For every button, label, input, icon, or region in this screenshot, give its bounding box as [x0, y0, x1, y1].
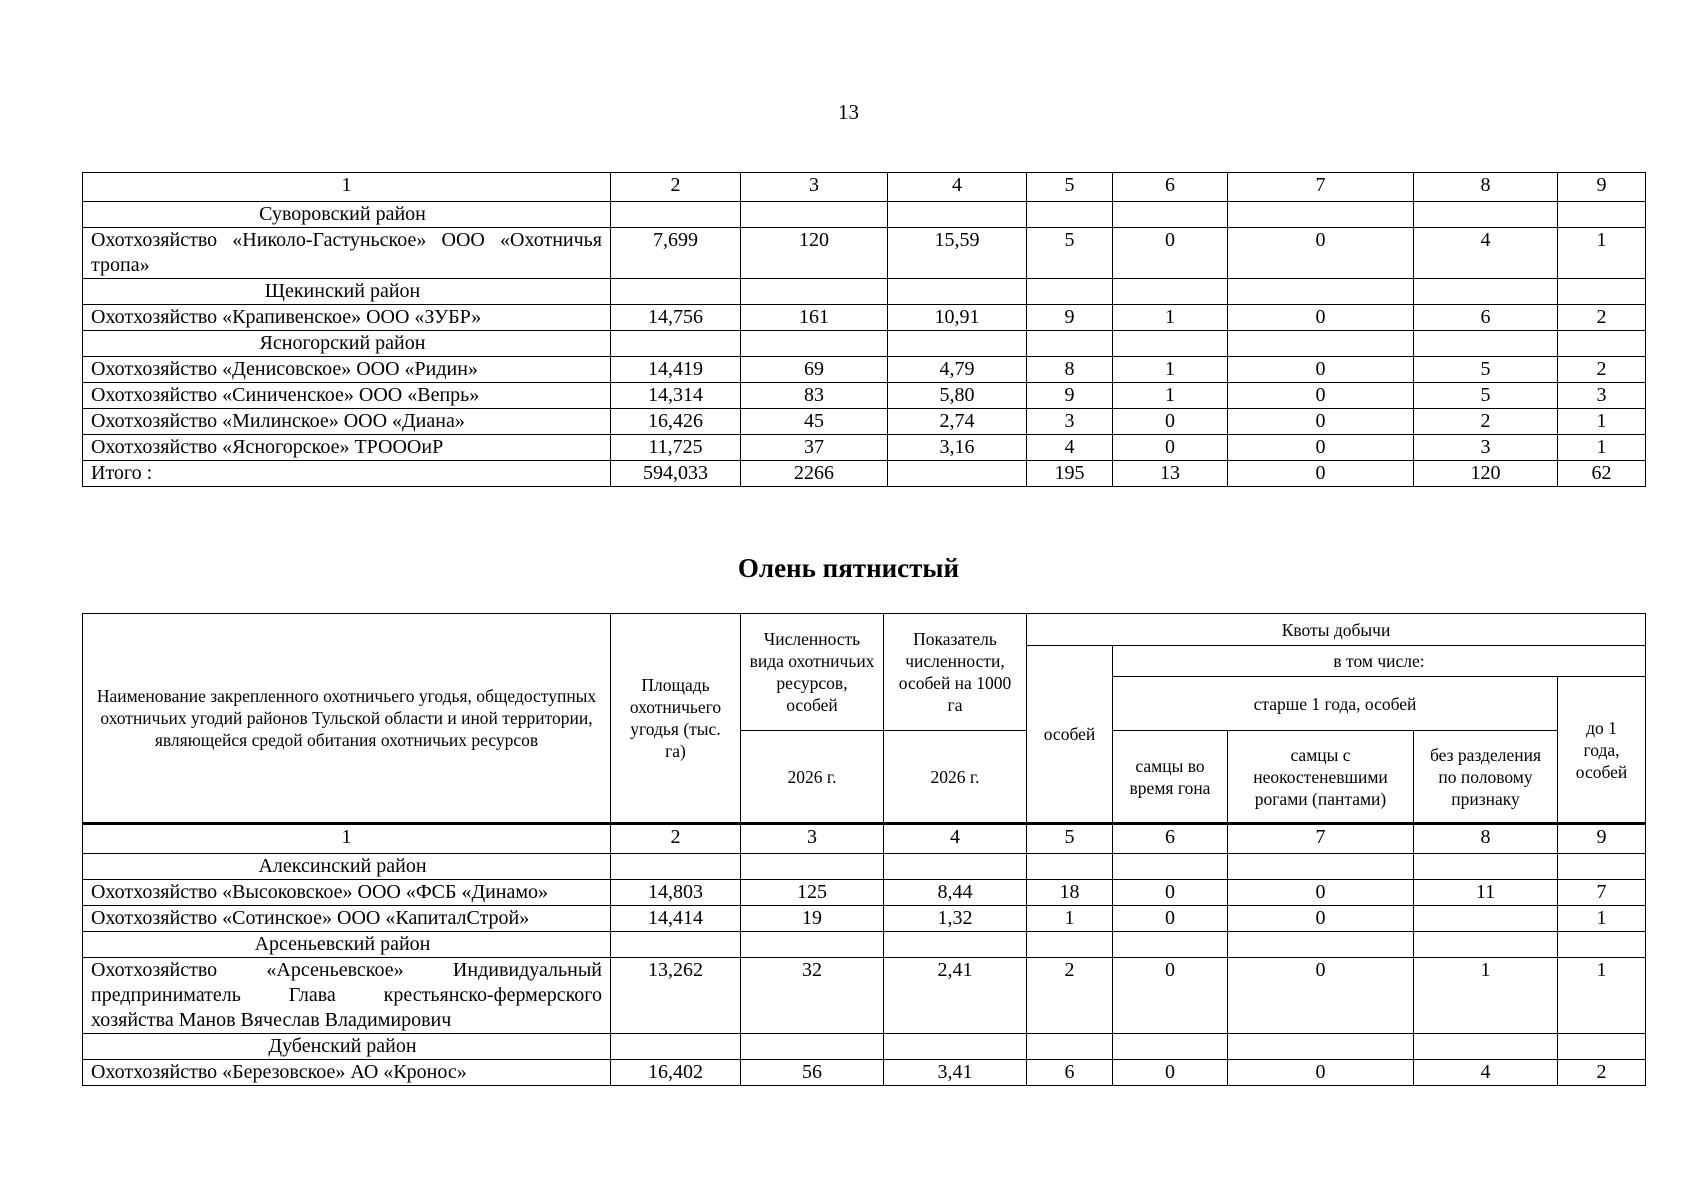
empty-cell [1113, 279, 1228, 305]
column-number-cell: 6 [1113, 824, 1228, 854]
value-cell-c3: 69 [741, 357, 888, 383]
column-number-cell: 4 [884, 824, 1027, 854]
value-cell-c6: 0 [1113, 1060, 1228, 1086]
empty-cell [1558, 854, 1646, 880]
empty-cell [1027, 854, 1113, 880]
empty-cell [884, 854, 1027, 880]
value-cell-c8: 11 [1414, 880, 1558, 906]
empty-cell [884, 1034, 1027, 1060]
district-row [83, 854, 1646, 880]
value-cell-c4: 4,79 [888, 357, 1027, 383]
header-males-rut: самцы во время гона [1113, 731, 1228, 824]
table-row [83, 228, 1646, 279]
value-cell-c6: 1 [1113, 357, 1228, 383]
column-number-cell: 7 [1228, 824, 1414, 854]
empty-cell [1558, 331, 1646, 357]
value-cell-c4: 10,91 [888, 305, 1027, 331]
value-cell-c9: 1 [1558, 906, 1646, 932]
empty-cell [1228, 1034, 1414, 1060]
value-cell-c5: 195 [1027, 461, 1113, 487]
column-number-cell: 6 [1113, 173, 1228, 202]
page-number: 13 [838, 100, 859, 124]
section-title: Олень пятнистый [737, 553, 960, 583]
value-cell-c3: 45 [741, 409, 888, 435]
value-cell-c2: 14,414 [611, 906, 741, 932]
value-cell-c7: 0 [1228, 409, 1414, 435]
district-row [83, 1034, 1646, 1060]
empty-cell [1228, 331, 1414, 357]
value-cell-c7: 0 [1228, 880, 1414, 906]
value-cell-c2: 14,803 [611, 880, 741, 906]
value-cell-c5: 9 [1027, 305, 1113, 331]
value-cell-c6: 0 [1113, 906, 1228, 932]
empty-cell [888, 331, 1027, 357]
empty-cell [741, 331, 888, 357]
empty-cell [1113, 202, 1228, 228]
value-cell-c9: 1 [1558, 435, 1646, 461]
empty-cell [1558, 932, 1646, 958]
header-including: в том числе: [1113, 646, 1646, 677]
header-no-sex: без разделения по половому признаку [1414, 731, 1558, 824]
empty-cell [1228, 279, 1414, 305]
district-name: Алексинский район [83, 854, 611, 880]
empty-cell [1414, 202, 1558, 228]
value-cell-c5: 9 [1027, 383, 1113, 409]
hunting-ground-name: Охотхозяйство «Николо-Гастуньское» ООО «Охотничья тропа» [83, 228, 611, 279]
column-number-cell: 3 [741, 173, 888, 202]
value-cell-c5: 18 [1027, 880, 1113, 906]
value-cell-c2: 14,419 [611, 357, 741, 383]
hunting-ground-name: Охотхозяйство «Крапивенское» ООО «ЗУБР» [83, 305, 611, 331]
total-row [83, 461, 1646, 487]
hunting-ground-name: Охотхозяйство «Милинское» ООО «Диана» [83, 409, 611, 435]
empty-cell [1414, 279, 1558, 305]
value-cell-c2: 14,756 [611, 305, 741, 331]
header-area: Площадь охотничьего угодья (тыс. га) [611, 614, 741, 824]
district-name: Дубенский район [83, 1034, 611, 1060]
column-number-cell: 1 [83, 824, 611, 854]
table-roe-deer-continued [82, 172, 1646, 487]
empty-cell [888, 202, 1027, 228]
header-males-antlers: самцы с неокостеневшими рогами (пантами) [1228, 731, 1414, 824]
value-cell-c3: 161 [741, 305, 888, 331]
value-cell-c6: 0 [1113, 409, 1228, 435]
empty-cell [741, 279, 888, 305]
empty-cell [1414, 331, 1558, 357]
empty-cell [741, 854, 884, 880]
value-cell-c9: 62 [1558, 461, 1646, 487]
column-number-cell: 4 [888, 173, 1027, 202]
value-cell-c3: 32 [741, 958, 884, 1034]
value-cell-c3: 120 [741, 228, 888, 279]
value-cell-c6: 13 [1113, 461, 1228, 487]
value-cell-c8: 5 [1414, 357, 1558, 383]
value-cell-c9: 3 [1558, 383, 1646, 409]
value-cell-c6: 0 [1113, 228, 1228, 279]
district-name: Арсеньевский район [83, 932, 611, 958]
column-number-cell: 2 [611, 173, 741, 202]
value-cell-c5: 3 [1027, 409, 1113, 435]
hunting-ground-name: Охотхозяйство «Высоковское» ООО «ФСБ «Динамо» [83, 880, 611, 906]
table-row [83, 1060, 1646, 1086]
value-cell-c2: 14,314 [611, 383, 741, 409]
value-cell-c5: 2 [1027, 958, 1113, 1034]
header-name: Наименование закрепленного охотничьего угодья, общедоступных охотничьих угодий районов Тульской области и иной территории, являющейся средой обитания охотничьих ресурсов [83, 614, 611, 824]
hunting-ground-name: Охотхозяйство «Синиченское» ООО «Вепрь» [83, 383, 611, 409]
empty-cell [1414, 1034, 1558, 1060]
header-population-year: 2026 г. [741, 731, 884, 824]
hunting-ground-name: Охотхозяйство «Арсеньевское» Индивидуальный предприниматель Глава крестьянско-фермерского хозяйства Манов Вячеслав Владимирович [83, 958, 611, 1034]
value-cell-c2: 11,725 [611, 435, 741, 461]
column-number-cell: 5 [1027, 173, 1113, 202]
column-number-row [83, 173, 1646, 202]
empty-cell [1414, 854, 1558, 880]
empty-cell [1558, 1034, 1646, 1060]
value-cell-c4: 2,41 [884, 958, 1027, 1034]
table-row [83, 958, 1646, 1034]
value-cell-c8 [1414, 906, 1558, 932]
value-cell-c7: 0 [1228, 1060, 1414, 1086]
column-number-cell: 5 [1027, 824, 1113, 854]
table-row [83, 435, 1646, 461]
value-cell-c4: 3,16 [888, 435, 1027, 461]
table-row [83, 357, 1646, 383]
empty-cell [611, 1034, 741, 1060]
value-cell-c4: 3,41 [884, 1060, 1027, 1086]
empty-cell [741, 932, 884, 958]
value-cell-c3: 19 [741, 906, 884, 932]
value-cell-c3: 2266 [741, 461, 888, 487]
value-cell-c5: 6 [1027, 1060, 1113, 1086]
empty-cell [1228, 854, 1414, 880]
header-young: до 1 года, особей [1558, 677, 1646, 824]
empty-cell [1558, 202, 1646, 228]
column-number-row [83, 824, 1646, 854]
empty-cell [611, 279, 741, 305]
empty-cell [611, 932, 741, 958]
district-row [83, 331, 1646, 357]
value-cell-c3: 56 [741, 1060, 884, 1086]
district-name: Щекинский район [83, 279, 611, 305]
empty-cell [611, 202, 741, 228]
value-cell-c2: 7,699 [611, 228, 741, 279]
value-cell-c9: 2 [1558, 1060, 1646, 1086]
column-number-cell: 2 [611, 824, 741, 854]
value-cell-c3: 125 [741, 880, 884, 906]
value-cell-c9: 1 [1558, 958, 1646, 1034]
value-cell-c7: 0 [1228, 435, 1414, 461]
hunting-ground-name: Охотхозяйство «Березовское» АО «Кронос» [83, 1060, 611, 1086]
value-cell-c7: 0 [1228, 383, 1414, 409]
column-number-cell: 3 [741, 824, 884, 854]
value-cell-c4: 2,74 [888, 409, 1027, 435]
empty-cell [1113, 854, 1228, 880]
district-row [83, 202, 1646, 228]
header-quota: Квоты добычи [1027, 614, 1646, 646]
column-number-cell: 8 [1414, 824, 1558, 854]
value-cell-c7: 0 [1228, 906, 1414, 932]
empty-cell [888, 279, 1027, 305]
column-number-cell: 9 [1558, 824, 1646, 854]
empty-cell [1027, 1034, 1113, 1060]
value-cell-c7: 0 [1228, 461, 1414, 487]
value-cell-c8: 2 [1414, 409, 1558, 435]
district-row [83, 932, 1646, 958]
value-cell-c8: 4 [1414, 1060, 1558, 1086]
empty-cell [741, 1034, 884, 1060]
value-cell-c9: 2 [1558, 305, 1646, 331]
column-number-cell: 1 [83, 173, 611, 202]
value-cell-c8: 120 [1414, 461, 1558, 487]
value-cell-c7: 0 [1228, 958, 1414, 1034]
header-density-year: 2026 г. [884, 731, 1027, 824]
hunting-ground-name: Охотхозяйство «Сотинское» ООО «КапиталСтрой» [83, 906, 611, 932]
value-cell-c9: 1 [1558, 409, 1646, 435]
value-cell-c4: 8,44 [884, 880, 1027, 906]
table-row [83, 906, 1646, 932]
table-row [83, 880, 1646, 906]
value-cell-c9: 1 [1558, 228, 1646, 279]
empty-cell [884, 932, 1027, 958]
header-older: старше 1 года, особей [1113, 677, 1558, 731]
empty-cell [611, 854, 741, 880]
table-row [83, 383, 1646, 409]
value-cell-c2: 16,426 [611, 409, 741, 435]
district-name: Ясногорский район [83, 331, 611, 357]
value-cell-c7: 0 [1228, 228, 1414, 279]
district-row [83, 279, 1646, 305]
value-cell-c8: 5 [1414, 383, 1558, 409]
empty-cell [1558, 279, 1646, 305]
header-quota-total: особей [1027, 646, 1113, 824]
empty-cell [1414, 932, 1558, 958]
empty-cell [1027, 932, 1113, 958]
value-cell-c9: 2 [1558, 357, 1646, 383]
value-cell-c6: 0 [1113, 880, 1228, 906]
empty-cell [741, 202, 888, 228]
table-sika-deer [82, 613, 1646, 1086]
hunting-ground-name: Охотхозяйство «Ясногорское» ТРОООиР [83, 435, 611, 461]
value-cell-c9: 7 [1558, 880, 1646, 906]
value-cell-c8: 6 [1414, 305, 1558, 331]
total-label: Итого : [83, 461, 611, 487]
value-cell-c6: 1 [1113, 383, 1228, 409]
empty-cell [1027, 279, 1113, 305]
district-name: Суворовский район [83, 202, 611, 228]
value-cell-c2: 13,262 [611, 958, 741, 1034]
value-cell-c5: 4 [1027, 435, 1113, 461]
value-cell-c7: 0 [1228, 305, 1414, 331]
value-cell-c2: 16,402 [611, 1060, 741, 1086]
value-cell-c5: 1 [1027, 906, 1113, 932]
hunting-ground-name: Охотхозяйство «Денисовское» ООО «Ридин» [83, 357, 611, 383]
value-cell-c3: 37 [741, 435, 888, 461]
table-row [83, 409, 1646, 435]
empty-cell [1113, 331, 1228, 357]
value-cell-c8: 3 [1414, 435, 1558, 461]
value-cell-c7: 0 [1228, 357, 1414, 383]
empty-cell [1228, 932, 1414, 958]
empty-cell [1228, 202, 1414, 228]
empty-cell [611, 331, 741, 357]
column-number-cell: 7 [1228, 173, 1414, 202]
value-cell-c5: 5 [1027, 228, 1113, 279]
empty-cell [1027, 331, 1113, 357]
column-number-cell: 8 [1414, 173, 1558, 202]
value-cell-c8: 4 [1414, 228, 1558, 279]
value-cell-c4: 1,32 [884, 906, 1027, 932]
value-cell-c6: 0 [1113, 958, 1228, 1034]
empty-cell [1027, 202, 1113, 228]
empty-cell [1113, 1034, 1228, 1060]
value-cell-c8: 1 [1414, 958, 1558, 1034]
value-cell-c5: 8 [1027, 357, 1113, 383]
value-cell-c3: 83 [741, 383, 888, 409]
header-density: Показатель численности, особей на 1000 га [884, 614, 1027, 731]
header-population: Численность вида охотничьих ресурсов, особей [741, 614, 884, 731]
value-cell-c4 [888, 461, 1027, 487]
value-cell-c2: 594,033 [611, 461, 741, 487]
value-cell-c6: 0 [1113, 435, 1228, 461]
column-number-cell: 9 [1558, 173, 1646, 202]
empty-cell [1113, 932, 1228, 958]
value-cell-c6: 1 [1113, 305, 1228, 331]
value-cell-c4: 15,59 [888, 228, 1027, 279]
value-cell-c4: 5,80 [888, 383, 1027, 409]
table-row [83, 305, 1646, 331]
